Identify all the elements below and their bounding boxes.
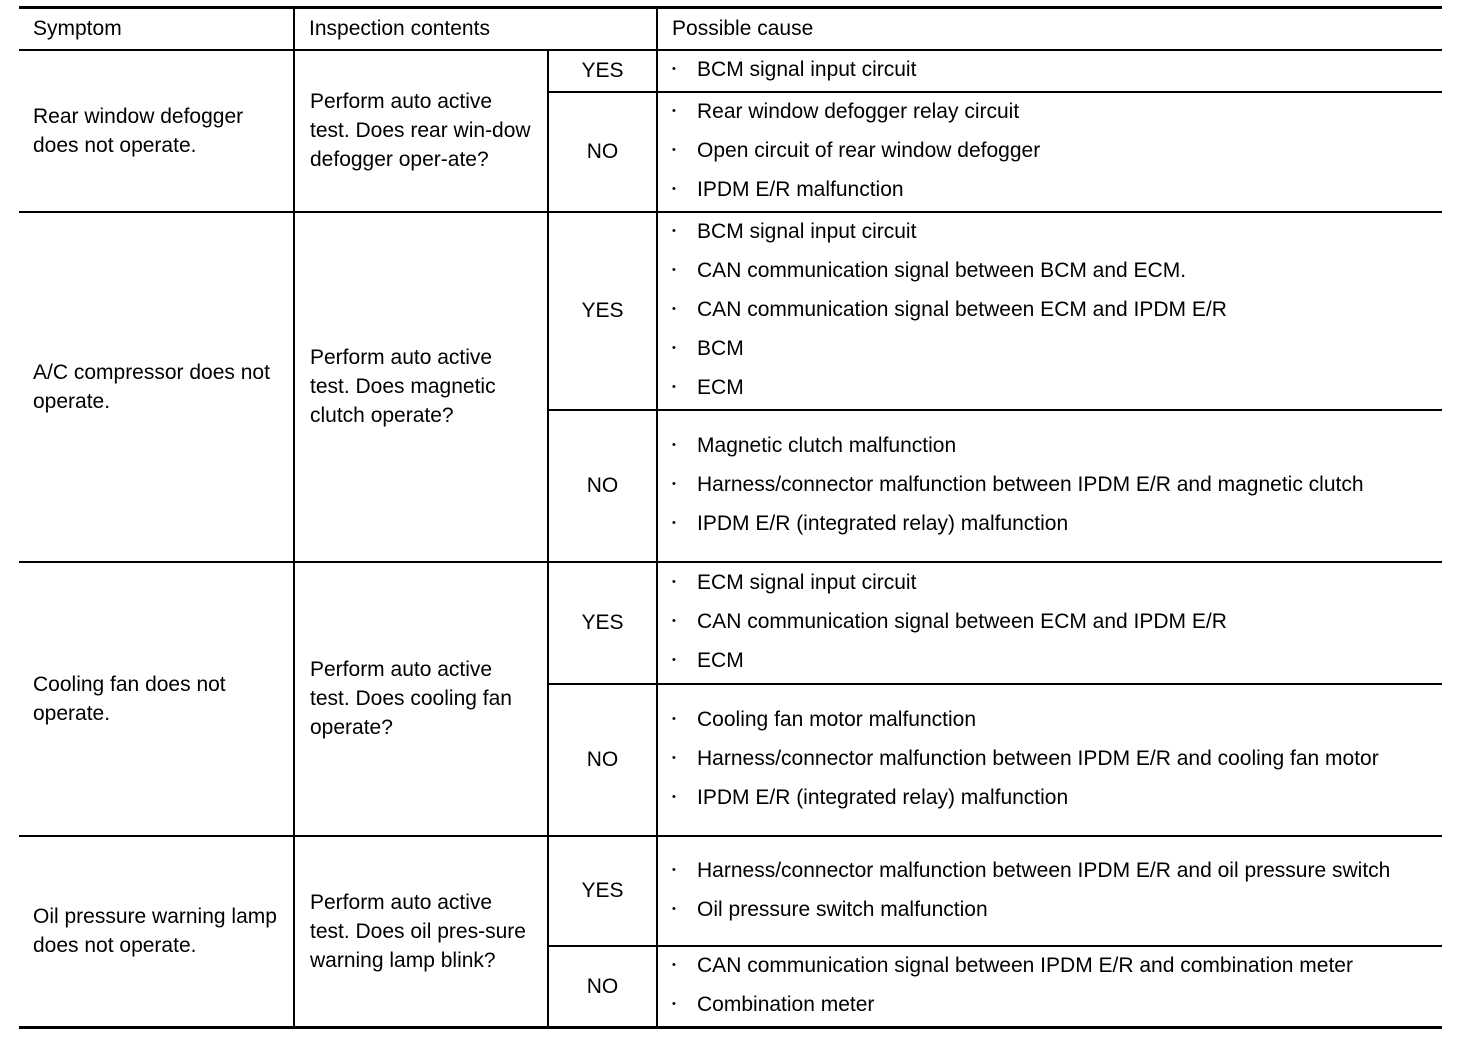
symptom-row-yes [19, 562, 1442, 684]
cause-item: • Oil pressure switch malfunction [672, 895, 1434, 924]
cause-item: • BCM [672, 334, 1434, 363]
inspection-cell: Perform auto active test. Does cooling fan operate? [294, 562, 548, 836]
cause-item: • CAN communication signal between IPDM E/R and combination meter [672, 951, 1434, 980]
cause-item: • Combination meter [672, 990, 1434, 1019]
cause-item: • ECM [672, 646, 1434, 675]
no-label: NO [548, 410, 657, 562]
symptom-cell: A/C compressor does not operate. [19, 212, 294, 562]
symptom-cell: Oil pressure warning lamp does not operate. [19, 836, 294, 1028]
no-causes-cell [657, 684, 1442, 836]
no-cause-list [672, 951, 1434, 1019]
cause-item: • Open circuit of rear window defogger [672, 136, 1434, 165]
cause-item: • ECM [672, 373, 1434, 402]
cause-item: • Harness/connector malfunction between IPDM E/R and oil pressure switch [672, 856, 1434, 885]
no-causes-cell [657, 92, 1442, 212]
yes-label: YES [548, 212, 657, 410]
cause-item: • CAN communication signal between ECM and IPDM E/R [672, 295, 1434, 324]
table-header-row [19, 8, 1442, 50]
inspection-cell: Perform auto active test. Does rear win-dow defogger oper-ate? [294, 50, 548, 212]
symptom-cell: Cooling fan does not operate. [19, 562, 294, 836]
yes-causes-cell [657, 836, 1442, 946]
inspection-cell: Perform auto active test. Does magnetic clutch operate? [294, 212, 548, 562]
no-causes-cell [657, 946, 1442, 1028]
symptom-row-yes [19, 50, 1442, 92]
cause-item: • BCM signal input circuit [672, 55, 1434, 84]
no-label: NO [548, 946, 657, 1028]
cause-item: • ECM signal input circuit [672, 568, 1434, 597]
diagnosis-table [19, 6, 1442, 1029]
yes-cause-list [672, 217, 1434, 402]
yes-causes-cell [657, 50, 1442, 92]
yes-cause-list [672, 55, 1434, 84]
cause-item: • Cooling fan motor malfunction [672, 705, 1434, 734]
symptom-cell: Rear window defogger does not operate. [19, 50, 294, 212]
cause-item: • Magnetic clutch malfunction [672, 431, 1434, 460]
cause-item: • IPDM E/R malfunction [672, 175, 1434, 204]
header-inspection-contents: Inspection contents [294, 8, 657, 50]
cause-item: • IPDM E/R (integrated relay) malfunction [672, 509, 1434, 538]
yes-cause-list [672, 568, 1434, 675]
cause-item: • Harness/connector malfunction between IPDM E/R and cooling fan motor [672, 744, 1434, 773]
no-label: NO [548, 92, 657, 212]
yes-causes-cell [657, 212, 1442, 410]
cause-item: • Rear window defogger relay circuit [672, 97, 1434, 126]
header-symptom: Symptom [19, 8, 294, 50]
yes-cause-list [672, 856, 1434, 924]
header-possible-cause: Possible cause [657, 8, 1442, 50]
symptom-row-yes [19, 212, 1442, 410]
yes-causes-cell [657, 562, 1442, 684]
no-cause-list [672, 431, 1434, 538]
cause-item: • CAN communication signal between BCM and ECM. [672, 256, 1434, 285]
cause-item: • CAN communication signal between ECM and IPDM E/R [672, 607, 1434, 636]
no-cause-list [672, 97, 1434, 204]
no-label: NO [548, 684, 657, 836]
inspection-cell: Perform auto active test. Does oil pres-sure warning lamp blink? [294, 836, 548, 1028]
cause-item: • Harness/connector malfunction between IPDM E/R and magnetic clutch [672, 470, 1434, 499]
no-cause-list [672, 705, 1434, 812]
yes-label: YES [548, 562, 657, 684]
cause-item: • IPDM E/R (integrated relay) malfunction [672, 783, 1434, 812]
cause-item: • BCM signal input circuit [672, 217, 1434, 246]
no-causes-cell [657, 410, 1442, 562]
symptom-row-yes [19, 836, 1442, 946]
yes-label: YES [548, 836, 657, 946]
yes-label: YES [548, 50, 657, 92]
